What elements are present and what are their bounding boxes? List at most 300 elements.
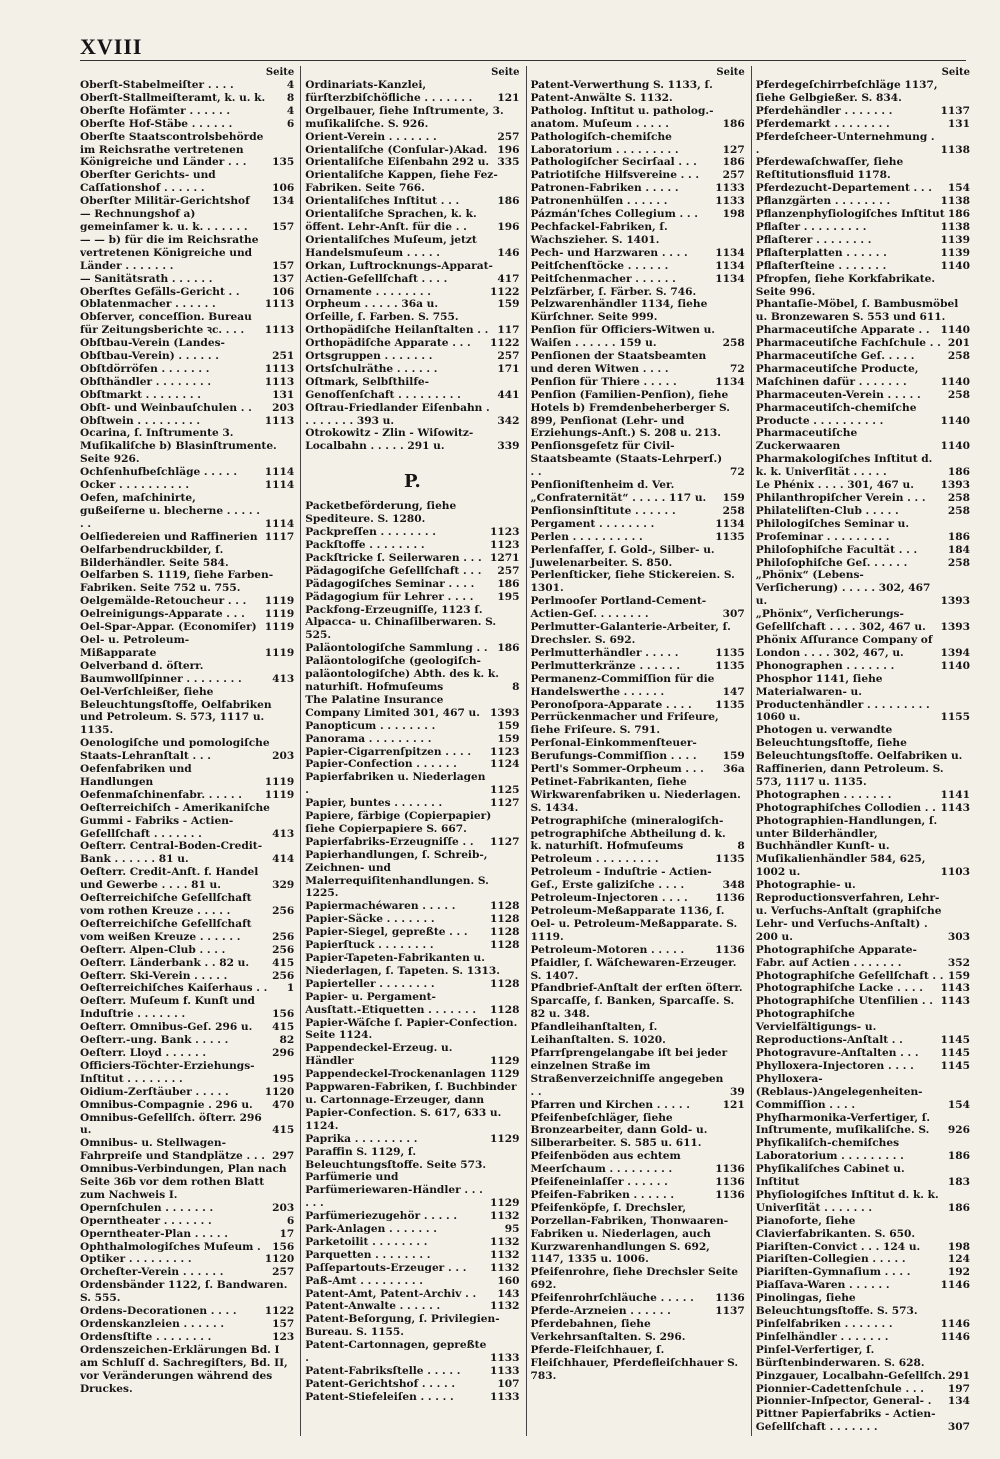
entry-text: Paß-Amt . . . . . . . . . — [305, 1274, 423, 1287]
entry-text: Pflanzgärten . . . . . . . . — [755, 195, 891, 208]
entry-page-ref: 257 — [497, 130, 520, 143]
index-entry — [756, 247, 970, 260]
entry-text: Patent-Amt, Patent-Archiv . . — [305, 1287, 477, 1300]
entry-text: Pertl's Sommer-Orpheum . . . — [530, 763, 704, 776]
entry-page-ref: 1140 — [940, 440, 970, 453]
entry-page-ref: 1119 — [264, 775, 295, 788]
entry-page-ref: 413 — [272, 672, 295, 685]
entry-page-ref: 1271 — [490, 551, 520, 564]
entry-text: Oberſter Militär-Gerichtshof — [80, 195, 250, 208]
index-entry — [531, 957, 745, 983]
index-entry — [531, 737, 745, 763]
entry-text: Pharmaceutiſche Zuckerwaaren — [755, 427, 858, 453]
entry-page-ref: 203 — [272, 1201, 295, 1214]
entry-page-ref: 1129 — [490, 1132, 520, 1145]
index-entry — [305, 298, 519, 311]
entry-text: Officiers-Töchter-Erziehungs-Inſtitut . . . . . . . . — [80, 1059, 255, 1085]
index-entry — [531, 944, 745, 957]
entry-page-ref: 1146 — [940, 1330, 970, 1343]
entry-text: Orientaliſches Inſtitut . . . — [305, 195, 460, 208]
index-entry — [80, 892, 294, 918]
index-entry — [305, 694, 519, 720]
entry-text: Oeſterreichiſche Geſellſchaft vom rothen Kreuze . . . . . — [80, 892, 252, 917]
entry-text: Pharmaceutiſche Apparate . . — [755, 324, 930, 337]
index-entry — [80, 982, 294, 995]
index-entry — [305, 1365, 519, 1378]
index-entry — [305, 552, 519, 565]
index-entry — [531, 169, 745, 182]
entry-text: Oelverband d. öſterr. Baumwollſpinner . . . . . . . . — [80, 659, 242, 685]
entry-page-ref: 1134 — [715, 259, 745, 272]
index-entry — [756, 944, 970, 970]
index-entry — [305, 810, 519, 836]
index-entry — [80, 1305, 294, 1318]
entry-page-ref: 257 — [722, 169, 745, 182]
index-entry — [531, 866, 745, 892]
index-entry — [531, 350, 745, 376]
entry-page-ref: 1132 — [490, 1248, 520, 1261]
index-entry — [305, 1288, 519, 1301]
index-entry — [305, 337, 519, 350]
entry-page-ref: 1132 — [490, 1210, 520, 1223]
entry-page-ref: 339 — [497, 440, 520, 453]
entry-text: Penſion für Officiers-Witwen u. Waiſen . . . . . . 159 u. — [530, 324, 715, 350]
index-entry — [531, 621, 745, 647]
entry-text: Orgelbauer, ſiehe Inſtrumente, 3. muſikaliſche. S. 926. — [305, 104, 504, 130]
entry-text: Papierhandlungen, ſ. Schreib-, Zeichnen- und Malerrequiſitenhandlungen. S. 1225. — [305, 848, 489, 900]
entry-text: Orkan, Luftrocknungs-Apparat-Actien-Geſellſchaft . . . . — [305, 259, 493, 285]
index-entry — [531, 182, 745, 195]
entry-text: Oeſterr. Lloyd . . . . . . — [80, 1046, 207, 1059]
seite-label: Seite — [491, 67, 520, 78]
entry-page-ref: 1143 — [940, 801, 970, 814]
entry-page-ref: 183 — [947, 1176, 970, 1189]
index-entry — [80, 531, 294, 544]
entry-text: Patent-Cartonnagen, gepreßte . — [305, 1339, 487, 1365]
entry-text: Papierfabriks-Erzeugniſſe . . — [305, 835, 474, 848]
index-entry — [305, 939, 519, 952]
entry-page-ref: 296 — [272, 1046, 295, 1059]
entry-text: Penſioniſtenheim d. Ver. „Confraternität“ . . . . . 117 u. — [530, 479, 707, 504]
page-number: XVIII — [80, 34, 143, 59]
entry-page-ref: 258 — [947, 504, 970, 517]
entry-text: Philoſophiſche Geſ. . . . . . — [755, 556, 908, 569]
entry-text: Pfeifeneinlaſſer . . . . . . — [530, 1176, 668, 1189]
entry-text: Papier-Confection . . . . . . — [305, 758, 457, 771]
entry-text: „Phönix“ (Lebens-Verſicherung) . . . . . 302, 467 u. — [755, 569, 931, 608]
index-entry — [756, 673, 970, 725]
entry-page-ref: 72 — [730, 466, 745, 479]
entry-page-ref: 1136 — [715, 943, 745, 956]
index-column-3 — [526, 66, 745, 1436]
index-entry — [531, 544, 745, 570]
entry-text: Ocarina, ſ. Inſtrumente 3. Muſikaliſche b) Blasinſtrumente. Seite 926. — [80, 427, 277, 466]
entry-text: Pferdewaſchwaſſer, ſiehe Reſtitutionsfluid 1178. — [755, 156, 904, 182]
index-entry — [756, 1292, 970, 1318]
entry-page-ref: 201 — [947, 337, 970, 350]
index-entry — [80, 569, 294, 595]
entry-page-ref: 1136 — [715, 1292, 745, 1305]
index-entry — [80, 957, 294, 970]
index-entry — [305, 1313, 519, 1339]
index-entry — [305, 758, 519, 771]
index-entry — [756, 350, 970, 363]
entry-text: Peitſchenmacher . . . . . . — [530, 272, 676, 285]
index-entry — [756, 1318, 970, 1331]
entry-page-ref: 171 — [497, 362, 520, 375]
index-entry — [531, 569, 745, 595]
entry-page-ref: 123 — [272, 1330, 295, 1343]
index-entry — [756, 1112, 970, 1138]
index-entry — [531, 660, 745, 673]
index-entry — [305, 1042, 519, 1068]
index-entry — [80, 208, 294, 234]
entry-text: Pappendeckel-Erzeug. u. Händler — [305, 1042, 453, 1068]
entry-page-ref: 1134 — [715, 272, 745, 285]
column-entries — [531, 79, 745, 1383]
entry-page-ref: 1140 — [940, 659, 970, 672]
entry-text: Pädagogiſche Geſellſchaft . . . — [305, 564, 482, 577]
entry-page-ref: 186 — [947, 208, 970, 221]
entry-text: Oberſter Gerichts- und Caſſationshof . . . . . . — [80, 169, 216, 195]
column-entries — [80, 79, 294, 1395]
entry-page-ref: 1143 — [940, 982, 970, 995]
entry-text: Piariſten-Convict . . . 124 u. — [755, 1240, 921, 1253]
index-entry — [756, 544, 970, 557]
index-entry — [305, 195, 519, 208]
entry-page-ref: 186 — [722, 156, 745, 169]
index-entry — [305, 105, 519, 131]
entry-text: Ortsſchulräthe . . . . . . — [305, 362, 438, 375]
entry-page-ref: 1113 — [264, 375, 295, 388]
index-entry — [531, 1318, 745, 1344]
index-entry — [756, 879, 970, 944]
entry-page-ref: 291 — [947, 1369, 970, 1382]
index-entry — [80, 686, 294, 738]
index-entry — [756, 79, 970, 105]
entry-page-ref: 8 — [512, 680, 520, 693]
entry-text: Phantaſie-Möbel, ſ. Bambusmöbel u. Bronzewaren S. 553 und 611. — [755, 298, 959, 324]
entry-page-ref: 1134 — [715, 375, 745, 388]
index-entry — [531, 324, 745, 350]
index-entry — [756, 505, 970, 518]
entry-page-ref: 1139 — [940, 246, 970, 259]
entry-page-ref: 1141 — [940, 788, 970, 801]
index-entry — [80, 298, 294, 311]
entry-page-ref: 1138 — [940, 195, 970, 208]
entry-text: Oberſte Staatscontrolsbehörde im Reichsrathe vertretenen Königreiche und Länder . . . — [80, 130, 264, 169]
entry-page-ref: 1119 — [264, 595, 295, 608]
index-entry — [756, 1073, 970, 1112]
entry-text: Photogravure-Anſtalten . . . — [755, 1046, 919, 1059]
entry-text: Orthopädiſche Heilanſtalten . . — [305, 324, 489, 337]
entry-page-ref: 8 — [286, 91, 295, 104]
entry-text: Parfümerie und Parfümeriewaren-Händler . . . . . . — [305, 1171, 483, 1210]
entry-page-ref: 1132 — [490, 1261, 520, 1274]
index-entry — [80, 1253, 294, 1266]
entry-text: Perſonal-Einkommenſteuer-Berufungs-Commiſſion . . . . — [530, 737, 697, 763]
index-entry — [305, 797, 519, 810]
entry-text: Photographiſche Utenſilien . . — [755, 995, 933, 1008]
entry-page-ref: 1138 — [940, 143, 970, 156]
index-entry — [305, 604, 519, 643]
entry-text: Phyſiologiſches Inſtitut d. k. k. Univerſität . . . . . . . — [755, 1188, 939, 1214]
entry-text: Penſionen der Staatsbeamten und deren Witwen . . . . — [530, 350, 707, 375]
index-entry — [756, 1266, 970, 1279]
entry-text: Pelzfärber, ſ. Färber. S. 746. — [530, 285, 697, 298]
entry-page-ref: 1128 — [490, 926, 520, 939]
index-entry — [80, 169, 294, 195]
entry-text: Photographiſche Lacke . . . . — [755, 982, 923, 995]
index-entry — [531, 1266, 745, 1292]
index-entry — [756, 634, 970, 660]
entry-text: Ordens-Decorationen . . . . — [80, 1305, 237, 1318]
entry-text: Photogen u. verwandte Beleuchtungsſtoffe, ſiehe Beleuchtungsſtoffe. Oelfabriken u. Raffinerien, dann Petroleum. S. 573, 1117 u. 1135. — [755, 724, 963, 788]
entry-text: Pflaſterer . . . . . . . . — [755, 233, 872, 246]
entry-text: Petinet-Fabrikanten, ſiehe Wirkwarenfabriken u. Niederlagen. S. 1434. — [530, 775, 741, 814]
entry-text: Panorama . . . . . . . . . — [305, 732, 432, 745]
entry-text: Oberſte Hof-Stäbe . . . . . . — [80, 117, 233, 130]
index-entry — [756, 789, 970, 802]
index-entry — [531, 1305, 745, 1318]
index-entry — [756, 1241, 970, 1254]
entry-page-ref: 1128 — [490, 913, 520, 926]
entry-page-ref: 1114 — [264, 479, 295, 492]
index-entry — [305, 1068, 519, 1081]
index-entry — [531, 815, 745, 854]
entry-text: Oeſterreichiſch - Amerikaniſche Gummi - Fabriks - Actien-Geſellſchaft . . . . . . . — [80, 801, 270, 840]
index-entry — [305, 1133, 519, 1146]
entry-text: Pferde-Arzneien . . . . . . — [530, 1305, 671, 1318]
entry-text: Park-Anlagen . . . . . . . — [305, 1223, 437, 1236]
index-entry — [80, 195, 294, 208]
entry-text: Patriotiſche Hilfsvereine . . . — [530, 169, 700, 182]
entry-page-ref: 303 — [947, 930, 970, 943]
entry-text: Papiere, färbige (Copierpapier) ſiehe Copierpapiere S. 667. — [305, 810, 492, 835]
entry-text: Patent-Beſorgung, ſ. Privilegien-Bureau. S. 1155. — [305, 1313, 500, 1339]
index-entry — [756, 156, 970, 182]
entry-page-ref: 198 — [722, 208, 745, 221]
entry-page-ref: 1132 — [490, 1300, 520, 1313]
entry-text: Penſion (Familien-Penſion), ſiehe Hotels b) Fremdenbeherberger S. 899, Penſionat (Lehr- und Erziehungs-Anſt.) S. 208 u. 213. — [530, 388, 730, 440]
entry-page-ref: 1393 — [940, 621, 970, 634]
index-entry — [531, 1176, 745, 1189]
index-entry — [756, 221, 970, 234]
entry-text: Packſtricke ſ. Seilerwaren . . . — [305, 551, 482, 564]
index-entry — [531, 298, 745, 324]
index-entry — [305, 427, 519, 453]
entry-text: Le Phénix . . . . 301, 467 u. — [755, 479, 914, 492]
entry-page-ref: 1129 — [490, 1055, 520, 1068]
entry-text: Pferdeſcheer-Unternehmung . . — [755, 130, 935, 156]
entry-page-ref: 257 — [497, 564, 520, 577]
entry-text: Pinſel-Verfertiger, ſ. Bürſtenbinderwaren. S. 628. — [755, 1343, 925, 1369]
entry-text: Piaſſava-Waren . . . . . . — [755, 1279, 890, 1292]
entry-text: Oeſterr. Muſeum f. Kunſt und Induſtrie . . . . . . . — [80, 995, 255, 1021]
index-entry — [305, 311, 519, 324]
entry-page-ref: 159 — [947, 969, 970, 982]
index-entry — [756, 389, 970, 402]
index-entry — [756, 724, 970, 789]
index-entry — [756, 1189, 970, 1215]
entry-page-ref: 1114 — [264, 517, 295, 530]
entry-page-ref: 154 — [947, 1098, 970, 1111]
index-entry — [756, 273, 970, 299]
entry-text: Paprika . . . . . . . . . — [305, 1132, 418, 1145]
entry-text: Phyſikaliſch-chemiſches Laboratorium . . . . . . . . . — [755, 1137, 904, 1163]
entry-text: Pechfackel-Fabriken, ſ. Wachszieher. S. 1401. — [530, 220, 668, 246]
index-entry — [756, 995, 970, 1008]
index-column-2 — [300, 66, 519, 1436]
entry-text: Pionnier-Inſpector, General- . — [755, 1395, 932, 1408]
entry-page-ref: 1139 — [940, 233, 970, 246]
entry-text: Oefen, maſchinirte, gußeiſerne u. blecherne . . . . . . . — [80, 492, 260, 530]
entry-page-ref: 137 — [272, 272, 295, 285]
index-entry — [305, 900, 519, 913]
entry-text: Oidium-Zerſtäuber . . . . . — [80, 1085, 229, 1098]
entry-page-ref: 186 — [722, 117, 745, 130]
entry-page-ref: 159 — [497, 298, 520, 311]
entry-text: Oefenmaſchinenfabr. . . . . . — [80, 788, 242, 801]
entry-text: Photographiſche Geſellſchaft . . — [755, 969, 944, 982]
entry-text: Parketoilit . . . . . . . . — [305, 1235, 428, 1248]
entry-text: Omnibus-Compagnie . 296 u. — [80, 1098, 253, 1111]
entry-text: Oſtmark, Selbſthilfe-Genoſſenſchaft . . . . . . . . . — [305, 375, 461, 401]
entry-page-ref: 1119 — [264, 621, 295, 634]
entry-text: Peitſchenſtöcke . . . . . . — [530, 259, 669, 272]
entry-text: Orthopädiſche Apparate . . . — [305, 337, 471, 350]
index-entry — [80, 866, 294, 892]
entry-page-ref: 1140 — [940, 375, 970, 388]
entry-text: Perlmutterkränze . . . . . . — [530, 659, 681, 672]
entry-page-ref: 8 — [737, 840, 745, 853]
entry-text: Photographie- u. Reproductionsverfahren, Lehr- u. Verſuchs-Anſtalt (graphiſche Lehr- und Verſuchs-Anſtalt) . 200 u. — [755, 879, 942, 943]
index-entry — [80, 273, 294, 286]
entry-page-ref: 441 — [497, 388, 520, 401]
index-entry — [305, 79, 519, 105]
entry-text: Piariſten-Collegien . . . . . — [755, 1253, 906, 1266]
entry-page-ref: 127 — [722, 143, 745, 156]
index-entry — [756, 1060, 970, 1073]
entry-text: Phylloxera-Injectoren . . . . — [755, 1059, 914, 1072]
entry-text: Oeſterr.-ung. Bank . . . . . — [80, 1034, 229, 1047]
index-entry — [80, 1163, 294, 1202]
entry-text: Ordensſtifte . . . . . . . . — [80, 1330, 212, 1343]
index-entry — [80, 944, 294, 957]
index-entry — [531, 892, 745, 905]
entry-page-ref: 1113 — [264, 414, 295, 427]
entry-text: Oelgemälde-Retoucheur . . . — [80, 595, 247, 608]
entry-text: Papier, buntes . . . . . . . — [305, 797, 443, 810]
entry-text: Phyſikaliſches Cabinet u. Inſtitut — [755, 1163, 905, 1189]
entry-page-ref: 146 — [497, 246, 520, 259]
entry-text: Pergament . . . . . . . . — [530, 517, 655, 530]
index-entry — [80, 1034, 294, 1047]
entry-page-ref: 131 — [272, 388, 295, 401]
index-entry — [80, 970, 294, 983]
entry-text: Pfandbrief-Anſtalt der erſten öſterr. Sparcaſſe, ſ. Banken, Sparcaſſe. S. 82 u. 348. — [530, 982, 743, 1021]
entry-text: Pharmaceutiſche Fachſchule . . — [755, 337, 941, 350]
index-entry — [756, 118, 970, 131]
index-entry — [305, 363, 519, 376]
index-entry — [531, 1202, 745, 1267]
entry-page-ref: 1122 — [490, 337, 520, 350]
entry-text: Packfong-Erzeugniſſe, 1123 ſ. Alpacca- u. Chinaſilberwaren. S. 525. — [305, 603, 497, 642]
index-entry — [305, 952, 519, 978]
entry-text: Orientaliſche Sprachen, k. k. öffent. Lehr-Anſt. für die . . — [305, 208, 477, 233]
entry-text: Pharmaceutiſch-chemiſche Producte . . . . . . . . . . — [755, 401, 917, 427]
entry-text: Pharmaceutiſche Geſ. . . . . — [755, 350, 915, 363]
entry-text: Petrographiſche (mineralogiſch-petrographiſche Abtheilung d. k. k. naturhiſt. Hofmuſeums — [530, 814, 726, 853]
entry-page-ref: 134 — [947, 1395, 970, 1408]
entry-text: Petroleum-Meßapparate 1136, ſ. Oel- u. Petroleum-Meßapparate. S. 1119. — [530, 905, 738, 943]
index-entry — [305, 208, 519, 234]
entry-page-ref: 117 — [497, 324, 520, 337]
index-entry — [80, 995, 294, 1021]
entry-page-ref: 143 — [497, 1287, 520, 1300]
entry-page-ref: 192 — [947, 1266, 970, 1279]
index-entry — [756, 557, 970, 570]
entry-page-ref: 1123 — [490, 539, 520, 551]
index-entry — [305, 733, 519, 746]
entry-text: Pfeifen-Fabriken . . . . . . — [530, 1188, 675, 1201]
index-entry — [756, 453, 970, 479]
entry-text: Operntheater-Plan . . . . . — [80, 1227, 228, 1240]
entry-page-ref: 417 — [497, 272, 520, 285]
entry-text: Phyſharmonika-Verfertiger, ſ. Inſtrumente, muſikaliſche. S. — [755, 1111, 931, 1137]
entry-page-ref: 258 — [722, 504, 745, 517]
entry-page-ref: 121 — [497, 91, 520, 104]
entry-text: Ophthalmologiſches Muſeum . — [80, 1240, 261, 1253]
index-entry — [80, 1086, 294, 1099]
entry-page-ref: 1393 — [940, 479, 970, 492]
index-entry — [80, 402, 294, 415]
entry-text: Omnibus-Geſellſch. öſterr. 296 u. — [80, 1111, 262, 1137]
index-entry — [80, 1137, 294, 1163]
index-entry — [80, 1202, 294, 1215]
entry-page-ref: 1136 — [715, 1176, 745, 1189]
entry-text: Oeſterr. Central-Boden-Credit-Bank . . . . . . 81 u. — [80, 840, 263, 866]
index-entry — [756, 131, 970, 157]
index-entry — [531, 273, 745, 286]
entry-text: The Palatine Insurance Company Limited 301, 467 u. — [305, 693, 480, 719]
entry-text: Pfarrſprengelangabe iſt bei jeder einzelnen Straße im Straßenverzeichniſſe angegeben . . — [530, 1046, 728, 1098]
entry-text: Pferdezucht-Departement . . . — [755, 182, 932, 195]
index-entry — [80, 105, 294, 118]
entry-text: Pfeifenbeſchläger, ſiehe Bronzearbeiter, dann Gold- u. Silberarbeiter. S. 585 u. 611. — [530, 1111, 708, 1150]
entry-page-ref: 1119 — [264, 608, 295, 621]
index-entry — [305, 1146, 519, 1172]
entry-page-ref: 195 — [497, 590, 520, 603]
index-entry — [305, 1300, 519, 1313]
index-entry — [756, 402, 970, 428]
index-entry — [756, 1163, 970, 1189]
entry-page-ref: 157 — [272, 1318, 295, 1330]
index-entry — [531, 208, 745, 221]
index-entry — [756, 1137, 970, 1163]
entry-page-ref: 157 — [272, 259, 295, 272]
entry-text: Papier- u. Pergament-Ausſtatt.-Etiquetten . . . . . . . — [305, 990, 477, 1016]
entry-page-ref: 156 — [272, 1008, 295, 1021]
entry-page-ref: 1155 — [940, 711, 970, 724]
index-entry — [531, 260, 745, 273]
index-entry — [80, 918, 294, 944]
entry-text: Omnibus- u. Stellwagen-Fahrpreiſe und Standplätze . . . — [80, 1137, 265, 1163]
index-entry — [531, 1112, 745, 1151]
entry-text: Ordenszeichen-Erklärungen Bd. I am Schluſſ d. Sachregiſters, Bd. II, vor Veränderungen während des Druckes. — [80, 1343, 288, 1395]
index-entry — [531, 131, 745, 157]
entry-page-ref: 1140 — [940, 259, 970, 272]
